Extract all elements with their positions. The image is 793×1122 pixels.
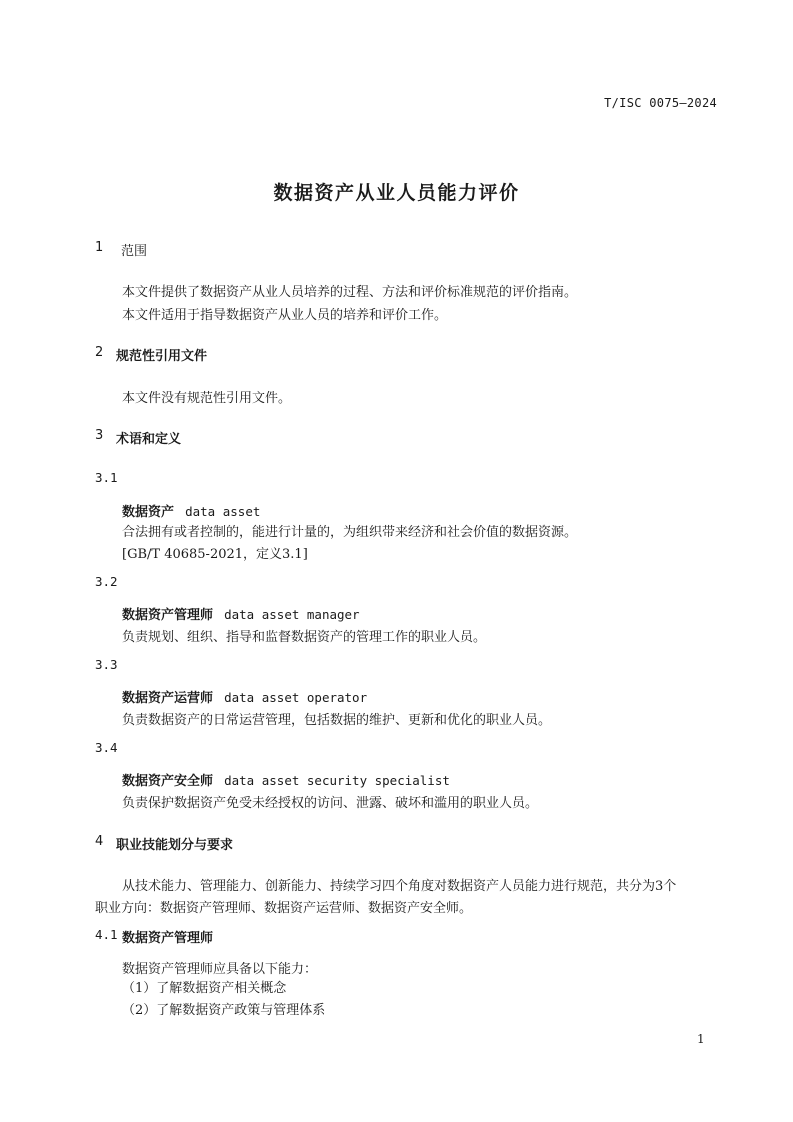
- section-1-paragraph-1: 本文件提供了数据资产从业人员培养的过程、方法和评价标准规范的评价指南。: [122, 285, 578, 300]
- term-3-2-number: 3.2: [95, 574, 118, 589]
- section-3-number: 3: [95, 428, 104, 443]
- term-3-4-title: [122, 770, 450, 789]
- section-2-heading: 规范性引用文件: [116, 349, 208, 364]
- page-number: 1: [697, 1032, 705, 1046]
- term-3-2-definition: 负责规划、组织、指导和监督数据资产的管理工作的职业人员。: [122, 630, 487, 645]
- term-3-2-en: data asset manager: [224, 607, 360, 622]
- term-3-2-zh: 数据资产管理师: [122, 608, 214, 623]
- section-4-paragraph-line-1: 从技术能力、管理能力、创新能力、持续学习四个角度对数据资产人员能力进行规范，共分为3个: [122, 879, 677, 894]
- term-3-2-title: [122, 604, 360, 623]
- term-3-3-definition: 负责数据资产的日常运营管理，包括数据的维护、更新和优化的职业人员。: [122, 713, 552, 728]
- term-3-3-title: [122, 687, 367, 706]
- term-3-3-number: 3.3: [95, 657, 118, 672]
- term-3-4-definition: 负责保护数据资产免受未经授权的访问、泄露、破坏和滥用的职业人员。: [122, 796, 539, 811]
- section-4-heading: 职业技能划分与要求: [116, 838, 234, 853]
- term-3-1-zh: 数据资产: [122, 505, 175, 520]
- term-3-1-title: [122, 501, 260, 520]
- section-1-number: 1: [95, 240, 104, 255]
- section-1-heading: 范围: [121, 244, 148, 259]
- subsection-4-1-heading: 数据资产管理师: [122, 931, 214, 946]
- term-3-1-number: 3.1: [95, 470, 118, 485]
- section-2-paragraph-1: 本文件没有规范性引用文件。: [122, 391, 292, 406]
- page-title: 数据资产从业人员能力评价: [273, 182, 520, 204]
- term-3-1-definition: 合法拥有或者控制的，能进行计量的，为组织带来经济和社会价值的数据资源。: [122, 525, 578, 540]
- subsection-4-1-intro: 数据资产管理师应具备以下能力：: [122, 962, 318, 977]
- term-3-1-en: data asset: [185, 504, 261, 519]
- section-4-number: 4: [95, 834, 104, 849]
- term-3-4-number: 3.4: [95, 740, 118, 755]
- list-item: （1）了解数据资产相关概念: [122, 981, 287, 996]
- subsection-4-1-number: 4.1: [95, 927, 118, 942]
- standard-id: T/ISC 0075—2024: [604, 96, 717, 110]
- section-1-paragraph-2: 本文件适用于指导数据资产从业人员的培养和评价工作。: [122, 308, 448, 323]
- term-3-4-zh: 数据资产安全师: [122, 774, 214, 789]
- term-3-3-en: data asset operator: [224, 690, 368, 705]
- section-2-number: 2: [95, 345, 104, 360]
- section-4-paragraph-line-2: 职业方向：数据资产管理师、数据资产运营师、数据资产安全师。: [95, 901, 473, 916]
- term-3-1-source: [GB/T 40685-2021，定义3.1]: [122, 547, 308, 562]
- list-item: （2）了解数据资产政策与管理体系: [122, 1003, 326, 1018]
- section-3-heading: 术语和定义: [116, 432, 182, 447]
- term-3-3-zh: 数据资产运营师: [122, 691, 214, 706]
- term-3-4-en: data asset security specialist: [224, 773, 450, 788]
